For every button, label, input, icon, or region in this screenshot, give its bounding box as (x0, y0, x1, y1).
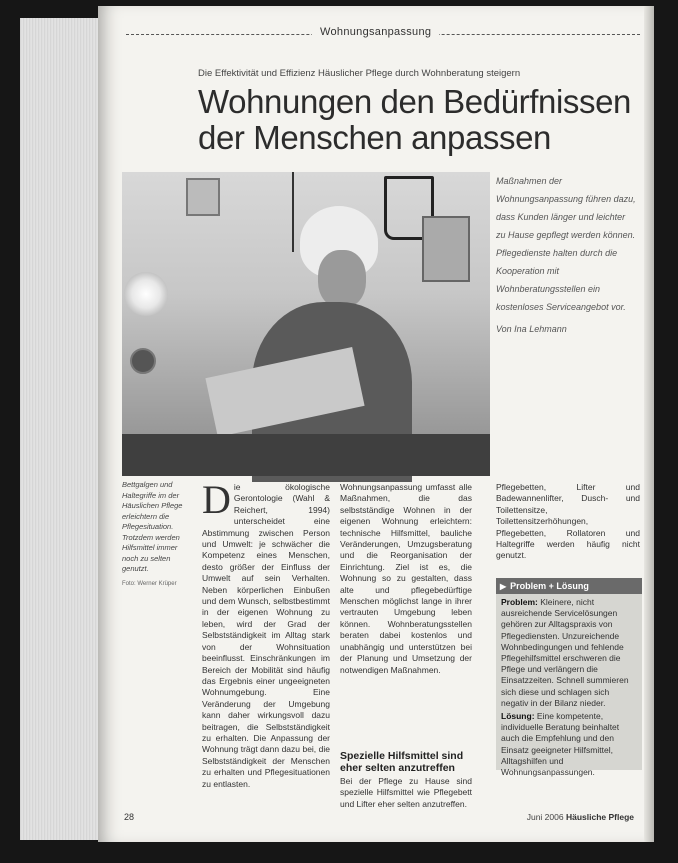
body-column-2-continued: Bei der Pflege zu Hause sind spezielle Hilfsmittel wie Pflegebett und Lifter eher selten anzutreffen. (340, 776, 472, 809)
page-number: 28 (124, 812, 135, 822)
book-page-edges (20, 18, 108, 840)
byline: Von Ina Lehmann (496, 324, 567, 334)
box-title: Problem + Lösung (510, 581, 589, 591)
body-column-2: Wohnungsanpassung umfasst alle Maßnahmen, die das selbstständige Wohnen in der eigenen Wohnung erleichtern: technische Hilfsmittel, bauliche Veränderungen, Umzugsberatung und die Reorganisation der Einrichtung. Ziel ist es, die Wohnung so zu gestalten, dass alte und pflegebedürftige Menschen möglichst lange in ihrer vertrauten Umgebung leben können. Wohnberatungsstellen beraten dabei kostenlos und unabhängig und unterstützen bei der Planung und Umsetzung der notwendigen Maßnahmen. (340, 482, 472, 675)
arrow-right-icon: ▶ (500, 581, 507, 591)
section-title: Wohnungsanpassung (312, 26, 439, 38)
box-header (496, 578, 642, 594)
magazine-page (98, 6, 654, 842)
headline-line-1: Wohnungen den Bedürfnissen (198, 83, 631, 120)
photo-caption: Bettgalgen und Haltegriffe im der Häuslichen Pflege erleichtern die Pflegesituation. Trotzdem werden Hilfsmittel immer noch zu selten genutzt. Foto: Werner Krüper (122, 480, 192, 589)
footer-issue: Juni 2006 Häusliche Pflege (526, 812, 634, 822)
article-photo (122, 172, 490, 476)
photo-wall-frame (186, 178, 220, 216)
photo-picture-frame (422, 216, 470, 282)
kicker: Die Effektivität und Effizienz Häuslicher Pflege durch Wohnberatung steigern (198, 68, 521, 79)
photo-bed-frame (292, 172, 294, 252)
subheading: Spezielle Hilfsmittel sind eher selten anzutreffen (340, 750, 464, 774)
headline (198, 84, 648, 156)
photo-alarm-clock (130, 348, 156, 374)
box-problem: Problem: Kleinere, nicht ausreichende Servicelösungen gehören zur Alltagspraxis von Pflegediensten. Unzureichende Wohnbedingungen und fehlende Pflegehilfsmittel erschweren die Pflege und verlängern die Einsatzzeiten. Schnell summieren sich diese und schlagen sich negativ in der Bilanz nieder. (501, 597, 629, 708)
photo-woman-face (318, 250, 366, 308)
headline-line-2: der Menschen anpassen (198, 119, 552, 156)
body-column-1: Die ökologische Gerontologie (Wahl & Reichert, 1994) unterscheidet eine Abstimmung zwischen Person und Umwelt: je schwächer die Kompetenz eines Menschen, desto größer der Einfluss der Umwelt auf sein Verhalten. Neben körperlichen Einbußen und dem Wunsch, selbstbestimmt in der eigenen Wohnung zu leben, wird der Grad der Selbstständigkeit im Alltag stark von der Wohnsituation beeinflusst. Einschränkungen im Bereich der Mobilität sind häufig das Ergebnis einer ungeeigneten Wohnumgebung. Eine Veränderung der Umgebung kann daher wirkungsvoll dazu beitragen, die Selbstständigkeit zu erhalten. Die Anpassung der Wohnung trägt dann dazu bei, die Selbstständigkeit der Menschen zu erhalten und Pflegesituationen zu entlasten. (202, 477, 330, 789)
photo-blanket (122, 434, 490, 476)
photo-lamp (124, 272, 168, 316)
intro-text: Maßnahmen der Wohnungsanpassung führen dazu, dass Kunden länger und leichter zu Hause gepflegt werden können. Pflegedienste halten durch die Kooperation mit Wohnberatungsstellen ein kostenloses Serviceangebot vor. Von Ina Lehmann (496, 172, 636, 338)
problem-solution-box (496, 578, 642, 778)
body-column-3: Pflegebetten, Lifter und Badewannenlifter, Dusch- und Toilettensitze, Toilettensitzerhöhungen, Pflegebetten, Rollatoren und Haltegriffe werden häufig nicht genutzt. (496, 482, 640, 561)
box-solution: Lösung: Eine kompetente, individuelle Beratung beinhaltet auch die Empfehlung und den Einsatz geeigneter Hilfsmittel, Alltagshilfen und Wohnungsanpassungen. (501, 711, 620, 778)
drop-cap: D (202, 477, 231, 522)
photo-credit: Foto: Werner Krüper (122, 580, 177, 587)
box-body (496, 594, 642, 783)
